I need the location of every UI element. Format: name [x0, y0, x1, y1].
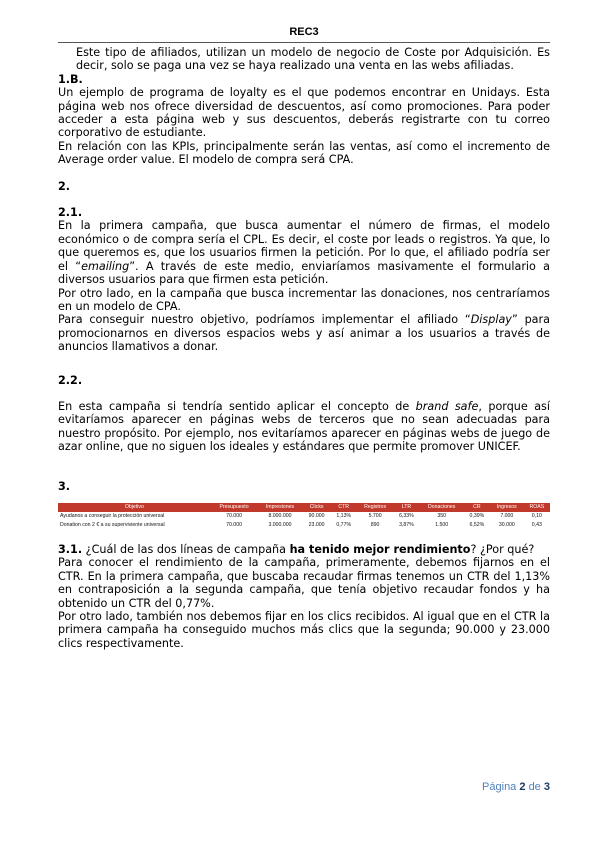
- paragraph-2-2: [58, 400, 550, 454]
- of-label: de: [528, 781, 541, 793]
- heading-3: 3.: [58, 479, 71, 493]
- emphasis-display: Display: [470, 313, 512, 327]
- table-row: [58, 521, 550, 530]
- heading-3-1: 3.1.: [58, 542, 83, 556]
- text-run: En la primera campaña, que busca aumentar el número de firmas, el modelo económico o de compra sería el CPL. Es decir, el coste por leads o registros. Ya que, lo que queremos es, que los usuarios firmen la petición. Por lo que, el afiliado podría ser el “: [58, 219, 550, 273]
- table-cell: 1.500: [435, 521, 449, 528]
- heading-2-1: 2.1.: [58, 206, 83, 220]
- text-run: Para conseguir nuestro objetivo, podríamos implementar el afiliado “: [58, 313, 471, 327]
- heading-2-2: 2.2.: [58, 373, 83, 387]
- text-run: ¿Cuál de las dos líneas de campaña: [82, 542, 290, 556]
- table-row: [58, 512, 550, 521]
- emphasis-brand-safe: brand safe: [415, 399, 479, 413]
- paragraph-3-1-2: Por otro lado, también nos debemos fijar en los clics recibidos. Al igual que en el CTR la primera campaña ha conseguido muchos más clics que la segunda; 90.000 y 23.000 clics respectivamente.: [58, 610, 550, 650]
- text-run: ? ¿Por qué?: [470, 542, 535, 556]
- text-run: ”. A través de este medio, enviaríamos masivamente el formulario a diversos usuarios para que firmen esta petición.: [58, 259, 550, 287]
- text-run: En esta campaña si tendría sentido aplicar el concepto de: [58, 399, 416, 413]
- column-header: Objetivo: [58, 503, 211, 512]
- column-header: CTR: [331, 503, 357, 512]
- emphasis-rendimiento: ha tenido mejor rendimiento: [289, 542, 471, 556]
- table-cell: 1,13%: [336, 512, 352, 519]
- column-header: Ingresos: [490, 503, 524, 512]
- heading-2: 2.: [58, 179, 71, 193]
- kpi-table: [58, 503, 550, 530]
- page-total: 3: [543, 781, 550, 793]
- table-cell: 90.000: [308, 512, 325, 519]
- table-cell: 0,39%: [469, 512, 485, 519]
- table-cell: 30.000: [498, 521, 515, 528]
- paragraph-1b-1: Un ejemplo de programa de loyalty es el que podemos encontrar en Unidays. Esta página web nos ofrece diversidad de descuentos, así como promociones. Para poder acceder a esta página web y sus descuentos, deberás registrarte con tu correo corporativo de estudiante.: [58, 86, 550, 140]
- table-cell: 890: [370, 521, 380, 528]
- text-run: , porque así evitaríamos aparecer en páginas webs de terceros que no sean adecuadas para nuestro propósito. Por ejemplo, nos evitaríamos aparecer en páginas webs de juego de azar online, que no siguen los ideales y estándares que permite promover UNICEF.: [58, 399, 550, 454]
- table-cell: 6,52%: [469, 521, 485, 528]
- table-cell: Donation con 2 € a su superviviente universal: [60, 521, 165, 528]
- heading-1b: 1.B.: [58, 72, 83, 86]
- page-content: [58, 46, 550, 650]
- column-header: Presupuesto: [211, 503, 258, 512]
- table-cell: 70.000: [226, 512, 242, 519]
- table-header-row: [58, 503, 550, 512]
- table-cell: 23.000: [308, 521, 325, 528]
- column-header: ROAS: [524, 503, 550, 512]
- table-cell: 7.000: [500, 512, 514, 519]
- column-header: CR: [464, 503, 490, 512]
- table-cell: 6,33%: [399, 512, 414, 519]
- table-cell: 0,77%: [336, 521, 352, 528]
- emphasis-emailing: emailing: [81, 259, 130, 273]
- column-header: Registros: [357, 503, 393, 512]
- table-cell: 0,43: [531, 521, 542, 528]
- column-header: Clicks: [303, 503, 331, 512]
- paragraph-2-1-1: [58, 219, 550, 286]
- table-cell: 3,87%: [399, 521, 414, 528]
- text-run: ” para promocionarnos en diversos espacios webs y así animar a los usuarios a través de anuncios llamativos a donar.: [58, 313, 550, 354]
- paragraph-2-1-2: Por otro lado, en la campaña que busca incrementar las donaciones, nos centraríamos en un modelo de CPA.: [58, 286, 550, 313]
- paragraph-3-1-1: Para conocer el rendimiento de la campaña, primeramente, debemos fijarnos en el CTR. En la primera campaña, que buscaba recaudar firmas tenemos un CTR del 1,13% en contraposición a la segunda campaña, que tenía objetivo recaudar fondos y ha obtenido un CTR del 0,77%.: [58, 556, 550, 610]
- column-header: Donaciones: [420, 503, 464, 512]
- page-footer: [58, 781, 550, 793]
- header-divider: [58, 42, 550, 43]
- table-cell: 350: [437, 512, 446, 519]
- table-cell: 5.700: [368, 512, 382, 519]
- paragraph-1b-2: En relación con las KPIs, principalmente serán las ventas, así como el incremento de Average order value. El modelo de compra será CPA.: [58, 139, 550, 167]
- page-header: REC3: [289, 26, 319, 38]
- paragraph-2-1-3: [58, 313, 550, 353]
- column-header: LTR: [393, 503, 419, 512]
- question-3-1: [58, 543, 550, 556]
- table-cell: 0,10: [531, 512, 542, 519]
- table-cell: Ayudanos a conseguir la protección universal: [60, 512, 165, 519]
- intro-paragraph: Este tipo de afiliados, utilizan un modelo de negocio de Coste por Adquisición. Es decir, solo se paga una vez se haya realizado una venta en las webs afiliadas.: [76, 46, 550, 73]
- table-cell: 8.000.000: [268, 512, 292, 519]
- page-label: Página: [482, 781, 517, 793]
- page-number: 2: [519, 781, 526, 793]
- column-header: Impresiones: [257, 503, 302, 512]
- table-cell: 70.000: [226, 521, 242, 528]
- table-cell: 3.000.000: [268, 521, 292, 528]
